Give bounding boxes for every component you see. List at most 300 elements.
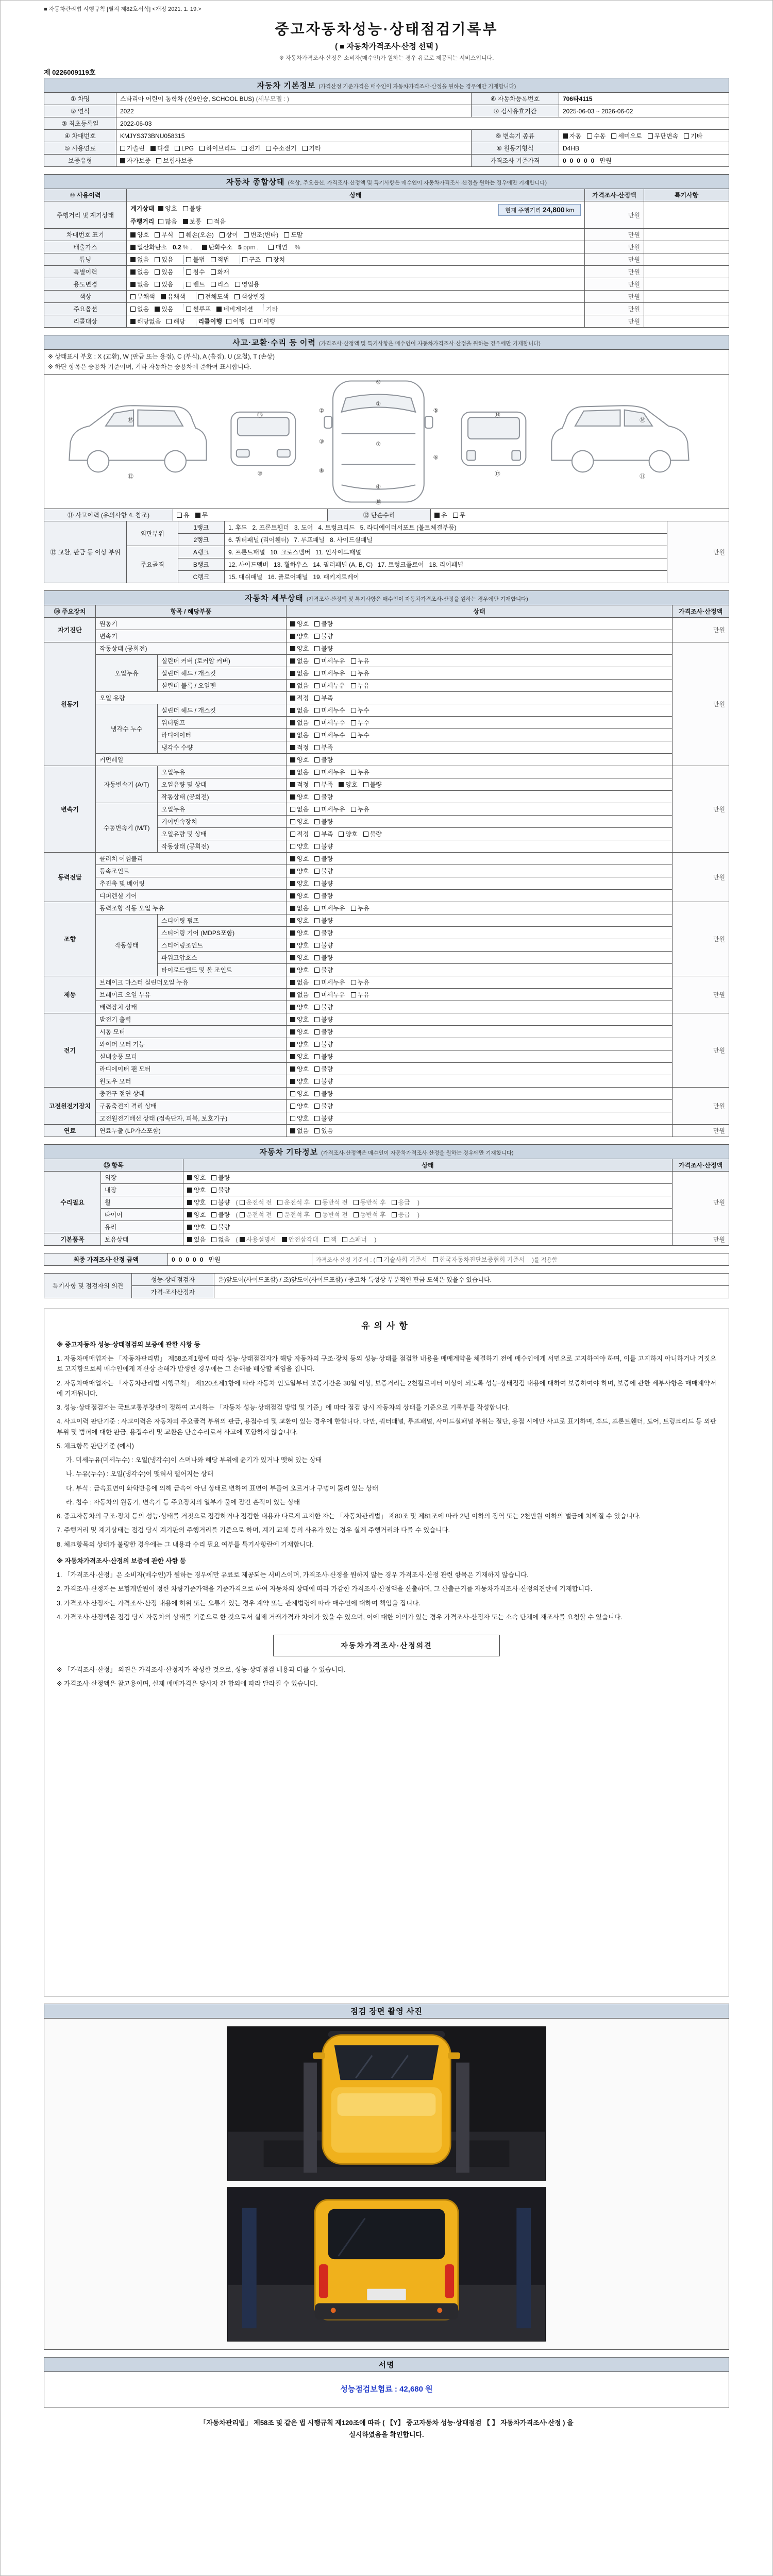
checkbox-option[interactable] bbox=[314, 619, 333, 628]
checkbox-unchecked-icon[interactable] bbox=[155, 282, 160, 287]
checkbox-unchecked-icon[interactable] bbox=[120, 146, 125, 151]
checkbox-option[interactable] bbox=[226, 317, 245, 326]
checkbox-option[interactable] bbox=[314, 632, 333, 640]
checkbox-option[interactable] bbox=[187, 1173, 206, 1182]
checkbox-unchecked-icon[interactable] bbox=[277, 1212, 282, 1217]
checkbox-checked-icon[interactable] bbox=[187, 1212, 192, 1217]
checkbox-option[interactable] bbox=[290, 731, 309, 739]
checkbox-option[interactable] bbox=[290, 1040, 309, 1048]
checkbox-option[interactable] bbox=[314, 928, 333, 937]
checkbox-checked-icon[interactable] bbox=[130, 319, 136, 324]
checkbox-option[interactable] bbox=[314, 1040, 333, 1048]
checkbox-option[interactable] bbox=[314, 656, 345, 665]
checkbox-unchecked-icon[interactable] bbox=[314, 794, 320, 800]
checkbox-option[interactable] bbox=[290, 990, 309, 999]
checkbox-unchecked-icon[interactable] bbox=[648, 133, 653, 139]
checkbox-unchecked-icon[interactable] bbox=[156, 158, 161, 163]
checkbox-checked-icon[interactable] bbox=[434, 513, 440, 518]
checkbox-option[interactable] bbox=[290, 644, 309, 653]
checkbox-option[interactable] bbox=[351, 904, 369, 912]
checkbox-option[interactable] bbox=[314, 780, 333, 789]
checkbox-unchecked-icon[interactable] bbox=[611, 133, 616, 139]
checkbox-unchecked-icon[interactable] bbox=[314, 757, 320, 762]
checkbox-unchecked-icon[interactable] bbox=[166, 319, 172, 324]
checkbox-unchecked-icon[interactable] bbox=[211, 282, 216, 287]
checkbox-unchecked-icon[interactable] bbox=[303, 146, 308, 151]
checkbox-option[interactable] bbox=[314, 1114, 333, 1123]
checkbox-checked-icon[interactable] bbox=[290, 856, 295, 861]
checkbox-option[interactable] bbox=[351, 768, 369, 776]
checkbox-unchecked-icon[interactable] bbox=[392, 1212, 397, 1217]
checkbox-option[interactable] bbox=[314, 978, 345, 987]
checkbox-option[interactable] bbox=[314, 879, 333, 888]
checkbox-checked-icon[interactable] bbox=[290, 1066, 295, 1072]
checkbox-option[interactable] bbox=[277, 1198, 310, 1207]
checkbox-checked-icon[interactable] bbox=[339, 782, 344, 787]
checkbox-checked-icon[interactable] bbox=[290, 1005, 295, 1010]
checkbox-unchecked-icon[interactable] bbox=[351, 683, 356, 688]
checkbox-option[interactable] bbox=[314, 1089, 333, 1098]
checkbox-option[interactable] bbox=[158, 217, 177, 226]
checkbox-unchecked-icon[interactable] bbox=[363, 832, 368, 837]
checkbox-option[interactable] bbox=[314, 891, 333, 900]
checkbox-option[interactable] bbox=[290, 941, 309, 950]
checkbox-option[interactable] bbox=[155, 267, 173, 276]
checkbox-option[interactable] bbox=[314, 743, 333, 752]
checkbox-option[interactable] bbox=[290, 879, 309, 888]
checkbox-option[interactable] bbox=[211, 1198, 230, 1207]
checkbox-option[interactable] bbox=[290, 1101, 309, 1110]
checkbox-unchecked-icon[interactable] bbox=[268, 245, 274, 250]
checkbox-unchecked-icon[interactable] bbox=[314, 943, 320, 948]
checkbox-option[interactable] bbox=[314, 1101, 333, 1110]
checkbox-option[interactable] bbox=[290, 619, 309, 628]
checkbox-unchecked-icon[interactable] bbox=[351, 807, 356, 812]
checkbox-option[interactable] bbox=[150, 144, 169, 152]
checkbox-unchecked-icon[interactable] bbox=[155, 257, 160, 262]
checkbox-unchecked-icon[interactable] bbox=[314, 770, 320, 775]
checkbox-option[interactable] bbox=[130, 292, 155, 301]
checkbox-unchecked-icon[interactable] bbox=[290, 832, 295, 837]
checkbox-option[interactable] bbox=[290, 718, 309, 727]
checkbox-unchecked-icon[interactable] bbox=[314, 646, 320, 651]
checkbox-option[interactable] bbox=[563, 131, 581, 140]
checkbox-option[interactable] bbox=[290, 867, 309, 875]
checkbox-unchecked-icon[interactable] bbox=[211, 269, 216, 275]
checkbox-option[interactable] bbox=[363, 829, 382, 838]
checkbox-unchecked-icon[interactable] bbox=[314, 1104, 320, 1109]
checkbox-unchecked-icon[interactable] bbox=[351, 720, 356, 725]
checkbox-option[interactable] bbox=[211, 1185, 230, 1194]
checkbox-unchecked-icon[interactable] bbox=[240, 1200, 245, 1205]
checkbox-unchecked-icon[interactable] bbox=[314, 696, 320, 701]
checkbox-unchecked-icon[interactable] bbox=[377, 1257, 382, 1262]
checkbox-option[interactable] bbox=[314, 1003, 333, 1011]
checkbox-checked-icon[interactable] bbox=[290, 708, 295, 713]
checkbox-checked-icon[interactable] bbox=[130, 245, 136, 250]
checkbox-option[interactable] bbox=[175, 145, 194, 152]
checkbox-unchecked-icon[interactable] bbox=[186, 307, 191, 312]
checkbox-unchecked-icon[interactable] bbox=[290, 844, 295, 849]
checkbox-checked-icon[interactable] bbox=[290, 968, 295, 973]
checkbox-checked-icon[interactable] bbox=[290, 757, 295, 762]
checkbox-option[interactable] bbox=[195, 511, 208, 519]
checkbox-option[interactable] bbox=[314, 792, 333, 801]
checkbox-checked-icon[interactable] bbox=[290, 621, 295, 626]
checkbox-option[interactable] bbox=[314, 644, 333, 653]
checkbox-option[interactable] bbox=[199, 144, 236, 152]
checkbox-unchecked-icon[interactable] bbox=[587, 133, 592, 139]
checkbox-unchecked-icon[interactable] bbox=[433, 1257, 438, 1262]
checkbox-unchecked-icon[interactable] bbox=[314, 1066, 320, 1072]
checkbox-checked-icon[interactable] bbox=[290, 658, 295, 664]
checkbox-unchecked-icon[interactable] bbox=[177, 513, 182, 518]
checkbox-option[interactable] bbox=[240, 1235, 276, 1244]
checkbox-option[interactable] bbox=[314, 829, 333, 838]
checkbox-option[interactable] bbox=[166, 317, 185, 326]
checkbox-option[interactable] bbox=[186, 267, 205, 276]
checkbox-unchecked-icon[interactable] bbox=[314, 869, 320, 874]
checkbox-option[interactable] bbox=[211, 1223, 230, 1231]
checkbox-checked-icon[interactable] bbox=[240, 1237, 245, 1242]
checkbox-checked-icon[interactable] bbox=[290, 720, 295, 725]
checkbox-unchecked-icon[interactable] bbox=[314, 1042, 320, 1047]
checkbox-unchecked-icon[interactable] bbox=[250, 319, 256, 324]
checkbox-option[interactable] bbox=[158, 204, 177, 213]
checkbox-checked-icon[interactable] bbox=[290, 881, 295, 886]
checkbox-option[interactable] bbox=[130, 267, 149, 276]
checkbox-checked-icon[interactable] bbox=[290, 671, 295, 676]
checkbox-option[interactable] bbox=[290, 1077, 309, 1086]
checkbox-option[interactable] bbox=[314, 669, 345, 677]
checkbox-option[interactable] bbox=[290, 1064, 309, 1073]
checkbox-unchecked-icon[interactable] bbox=[351, 708, 356, 713]
checkbox-option[interactable] bbox=[130, 255, 149, 264]
checkbox-checked-icon[interactable] bbox=[290, 1079, 295, 1084]
checkbox-option[interactable] bbox=[250, 317, 275, 326]
checkbox-checked-icon[interactable] bbox=[290, 992, 295, 997]
checkbox-unchecked-icon[interactable] bbox=[211, 257, 216, 262]
checkbox-option[interactable] bbox=[211, 1235, 230, 1244]
checkbox-unchecked-icon[interactable] bbox=[314, 1079, 320, 1084]
checkbox-option[interactable] bbox=[240, 1198, 272, 1207]
checkbox-option[interactable] bbox=[187, 1210, 206, 1219]
checkbox-option[interactable] bbox=[290, 656, 309, 665]
checkbox-unchecked-icon[interactable] bbox=[314, 955, 320, 960]
checkbox-option[interactable] bbox=[290, 632, 309, 640]
checkbox-checked-icon[interactable] bbox=[290, 980, 295, 985]
checkbox-checked-icon[interactable] bbox=[216, 307, 222, 312]
checkbox-option[interactable] bbox=[314, 854, 333, 863]
checkbox-option[interactable] bbox=[314, 718, 345, 727]
checkbox-option[interactable] bbox=[314, 941, 333, 950]
checkbox-unchecked-icon[interactable] bbox=[186, 282, 191, 287]
checkbox-unchecked-icon[interactable] bbox=[290, 807, 295, 812]
checkbox-option[interactable] bbox=[155, 230, 173, 239]
checkbox-option[interactable] bbox=[290, 842, 309, 851]
checkbox-unchecked-icon[interactable] bbox=[220, 232, 225, 238]
checkbox-option[interactable] bbox=[392, 1210, 410, 1219]
checkbox-option[interactable] bbox=[339, 780, 357, 789]
checkbox-checked-icon[interactable] bbox=[290, 745, 295, 750]
checkbox-unchecked-icon[interactable] bbox=[354, 1200, 359, 1205]
checkbox-unchecked-icon[interactable] bbox=[314, 621, 320, 626]
checkbox-unchecked-icon[interactable] bbox=[284, 232, 289, 238]
checkbox-unchecked-icon[interactable] bbox=[183, 206, 188, 211]
checkbox-option[interactable] bbox=[207, 217, 226, 226]
checkbox-unchecked-icon[interactable] bbox=[314, 683, 320, 688]
checkbox-unchecked-icon[interactable] bbox=[314, 658, 320, 664]
checkbox-unchecked-icon[interactable] bbox=[155, 232, 160, 238]
checkbox-unchecked-icon[interactable] bbox=[314, 881, 320, 886]
checkbox-unchecked-icon[interactable] bbox=[244, 232, 249, 238]
checkbox-unchecked-icon[interactable] bbox=[314, 1128, 320, 1133]
checkbox-checked-icon[interactable] bbox=[187, 1237, 192, 1242]
checkbox-unchecked-icon[interactable] bbox=[314, 745, 320, 750]
checkbox-unchecked-icon[interactable] bbox=[242, 257, 247, 262]
checkbox-unchecked-icon[interactable] bbox=[314, 992, 320, 997]
checkbox-option[interactable] bbox=[290, 1015, 309, 1024]
checkbox-unchecked-icon[interactable] bbox=[314, 1005, 320, 1010]
checkbox-unchecked-icon[interactable] bbox=[314, 1054, 320, 1059]
checkbox-checked-icon[interactable] bbox=[282, 1237, 287, 1242]
checkbox-unchecked-icon[interactable] bbox=[314, 832, 320, 837]
checkbox-unchecked-icon[interactable] bbox=[324, 1237, 329, 1242]
checkbox-checked-icon[interactable] bbox=[290, 634, 295, 639]
checkbox-option[interactable] bbox=[268, 243, 287, 251]
checkbox-unchecked-icon[interactable] bbox=[314, 634, 320, 639]
checkbox-checked-icon[interactable] bbox=[290, 1128, 295, 1133]
checkbox-option[interactable] bbox=[314, 1064, 333, 1073]
checkbox-option[interactable] bbox=[290, 805, 309, 814]
checkbox-unchecked-icon[interactable] bbox=[314, 980, 320, 985]
checkbox-checked-icon[interactable] bbox=[290, 794, 295, 800]
checkbox-option[interactable] bbox=[314, 1027, 333, 1036]
checkbox-option[interactable] bbox=[315, 1198, 348, 1207]
checkbox-unchecked-icon[interactable] bbox=[453, 513, 458, 518]
checkbox-checked-icon[interactable] bbox=[183, 219, 188, 224]
checkbox-option[interactable] bbox=[186, 304, 211, 313]
checkbox-option[interactable] bbox=[351, 681, 369, 690]
checkbox-option[interactable] bbox=[155, 280, 173, 289]
checkbox-option[interactable] bbox=[183, 204, 201, 213]
checkbox-unchecked-icon[interactable] bbox=[354, 1212, 359, 1217]
checkbox-option[interactable] bbox=[290, 792, 309, 801]
checkbox-option[interactable] bbox=[314, 731, 345, 739]
checkbox-option[interactable] bbox=[244, 230, 278, 239]
checkbox-option[interactable] bbox=[648, 131, 678, 140]
checkbox-option[interactable] bbox=[314, 904, 345, 912]
checkbox-option[interactable] bbox=[242, 144, 260, 152]
checkbox-unchecked-icon[interactable] bbox=[314, 671, 320, 676]
checkbox-checked-icon[interactable] bbox=[563, 133, 568, 139]
checkbox-checked-icon[interactable] bbox=[290, 646, 295, 651]
checkbox-option[interactable] bbox=[187, 1198, 206, 1207]
checkbox-checked-icon[interactable] bbox=[187, 1175, 192, 1180]
checkbox-option[interactable] bbox=[290, 780, 309, 789]
checkbox-option[interactable] bbox=[290, 817, 309, 826]
checkbox-option[interactable] bbox=[187, 1235, 206, 1244]
checkbox-option[interactable] bbox=[155, 255, 173, 264]
checkbox-unchecked-icon[interactable] bbox=[211, 1200, 216, 1205]
checkbox-unchecked-icon[interactable] bbox=[155, 269, 160, 275]
checkbox-option[interactable] bbox=[290, 768, 309, 776]
checkbox-unchecked-icon[interactable] bbox=[175, 146, 180, 151]
checkbox-option[interactable] bbox=[240, 1210, 272, 1219]
checkbox-unchecked-icon[interactable] bbox=[351, 671, 356, 676]
checkbox-option[interactable] bbox=[314, 1077, 333, 1086]
checkbox-option[interactable] bbox=[314, 681, 345, 690]
checkbox-option[interactable] bbox=[342, 1235, 367, 1244]
checkbox-checked-icon[interactable] bbox=[290, 1029, 295, 1035]
checkbox-option[interactable] bbox=[314, 1052, 333, 1061]
checkbox-option[interactable] bbox=[235, 280, 260, 289]
checkbox-checked-icon[interactable] bbox=[187, 1200, 192, 1205]
checkbox-option[interactable] bbox=[290, 693, 309, 702]
checkbox-checked-icon[interactable] bbox=[290, 683, 295, 688]
checkbox-unchecked-icon[interactable] bbox=[235, 282, 240, 287]
checkbox-option[interactable] bbox=[290, 669, 309, 677]
checkbox-checked-icon[interactable] bbox=[187, 1225, 192, 1230]
checkbox-unchecked-icon[interactable] bbox=[392, 1200, 397, 1205]
checkbox-option[interactable] bbox=[202, 243, 232, 251]
checkbox-checked-icon[interactable] bbox=[158, 206, 163, 211]
checkbox-checked-icon[interactable] bbox=[290, 1054, 295, 1059]
checkbox-option[interactable] bbox=[290, 706, 309, 715]
checkbox-unchecked-icon[interactable] bbox=[363, 782, 368, 787]
checkbox-option[interactable] bbox=[290, 1027, 309, 1036]
checkbox-option[interactable] bbox=[314, 755, 333, 764]
checkbox-option[interactable] bbox=[453, 511, 466, 519]
checkbox-unchecked-icon[interactable] bbox=[314, 968, 320, 973]
checkbox-option[interactable] bbox=[155, 304, 173, 313]
checkbox-option[interactable] bbox=[314, 768, 345, 776]
checkbox-option[interactable] bbox=[314, 990, 345, 999]
checkbox-unchecked-icon[interactable] bbox=[314, 906, 320, 911]
checkbox-unchecked-icon[interactable] bbox=[314, 1029, 320, 1035]
checkbox-option[interactable] bbox=[314, 1015, 333, 1024]
checkbox-option[interactable] bbox=[242, 255, 261, 264]
checkbox-option[interactable] bbox=[216, 304, 253, 313]
checkbox-option[interactable] bbox=[314, 916, 333, 925]
checkbox-checked-icon[interactable] bbox=[290, 906, 295, 911]
checkbox-unchecked-icon[interactable] bbox=[290, 1104, 295, 1109]
checkbox-unchecked-icon[interactable] bbox=[314, 1017, 320, 1022]
checkbox-option[interactable] bbox=[290, 965, 309, 974]
checkbox-unchecked-icon[interactable] bbox=[351, 992, 356, 997]
checkbox-unchecked-icon[interactable] bbox=[266, 257, 272, 262]
checkbox-option[interactable] bbox=[290, 891, 309, 900]
checkbox-option[interactable] bbox=[120, 144, 145, 152]
checkbox-unchecked-icon[interactable] bbox=[314, 720, 320, 725]
checkbox-option[interactable] bbox=[290, 743, 309, 752]
checkbox-unchecked-icon[interactable] bbox=[240, 1212, 245, 1217]
checkbox-unchecked-icon[interactable] bbox=[684, 133, 689, 139]
checkbox-option[interactable] bbox=[433, 1255, 525, 1264]
checkbox-unchecked-icon[interactable] bbox=[314, 708, 320, 713]
checkbox-option[interactable] bbox=[303, 144, 321, 152]
checkbox-option[interactable] bbox=[314, 842, 333, 851]
checkbox-option[interactable] bbox=[351, 718, 369, 727]
checkbox-unchecked-icon[interactable] bbox=[179, 232, 184, 238]
checkbox-unchecked-icon[interactable] bbox=[242, 146, 247, 151]
checkbox-checked-icon[interactable] bbox=[290, 770, 295, 775]
checkbox-checked-icon[interactable] bbox=[155, 307, 160, 312]
checkbox-option[interactable] bbox=[314, 1126, 333, 1135]
checkbox-unchecked-icon[interactable] bbox=[130, 294, 136, 299]
checkbox-option[interactable] bbox=[314, 693, 333, 702]
checkbox-option[interactable] bbox=[211, 255, 229, 264]
checkbox-option[interactable] bbox=[130, 243, 167, 251]
checkbox-option[interactable] bbox=[161, 292, 186, 301]
checkbox-option[interactable] bbox=[339, 829, 357, 838]
checkbox-unchecked-icon[interactable] bbox=[198, 294, 204, 299]
checkbox-option[interactable] bbox=[363, 780, 382, 789]
checkbox-option[interactable] bbox=[290, 1126, 309, 1135]
checkbox-option[interactable] bbox=[314, 817, 333, 826]
checkbox-unchecked-icon[interactable] bbox=[351, 906, 356, 911]
checkbox-unchecked-icon[interactable] bbox=[290, 1091, 295, 1096]
checkbox-option[interactable] bbox=[130, 230, 149, 239]
checkbox-option[interactable] bbox=[187, 1223, 206, 1231]
checkbox-option[interactable] bbox=[290, 953, 309, 962]
checkbox-option[interactable] bbox=[351, 990, 369, 999]
checkbox-option[interactable] bbox=[290, 928, 309, 937]
checkbox-unchecked-icon[interactable] bbox=[314, 856, 320, 861]
checkbox-option[interactable] bbox=[186, 280, 205, 289]
checkbox-option[interactable] bbox=[211, 280, 229, 289]
checkbox-option[interactable] bbox=[198, 292, 229, 301]
checkbox-option[interactable] bbox=[587, 131, 606, 140]
checkbox-option[interactable] bbox=[290, 829, 309, 838]
checkbox-unchecked-icon[interactable] bbox=[211, 1188, 216, 1193]
checkbox-option[interactable] bbox=[290, 1003, 309, 1011]
checkbox-option[interactable] bbox=[351, 669, 369, 677]
checkbox-option[interactable] bbox=[211, 1173, 230, 1182]
checkbox-option[interactable] bbox=[234, 292, 265, 301]
checkbox-unchecked-icon[interactable] bbox=[315, 1212, 321, 1217]
checkbox-option[interactable] bbox=[434, 511, 447, 519]
checkbox-option[interactable] bbox=[351, 805, 369, 814]
checkbox-option[interactable] bbox=[351, 706, 369, 715]
checkbox-option[interactable] bbox=[377, 1255, 427, 1264]
checkbox-option[interactable] bbox=[290, 1052, 309, 1061]
checkbox-option[interactable] bbox=[290, 978, 309, 987]
checkbox-unchecked-icon[interactable] bbox=[234, 294, 240, 299]
checkbox-option[interactable] bbox=[314, 965, 333, 974]
checkbox-option[interactable] bbox=[314, 706, 345, 715]
checkbox-unchecked-icon[interactable] bbox=[314, 733, 320, 738]
checkbox-unchecked-icon[interactable] bbox=[211, 1225, 216, 1230]
checkbox-option[interactable] bbox=[187, 1185, 206, 1194]
checkbox-option[interactable] bbox=[351, 731, 369, 739]
checkbox-unchecked-icon[interactable] bbox=[266, 146, 271, 151]
checkbox-checked-icon[interactable] bbox=[290, 918, 295, 923]
checkbox-option[interactable] bbox=[351, 656, 369, 665]
checkbox-unchecked-icon[interactable] bbox=[211, 1237, 216, 1242]
checkbox-checked-icon[interactable] bbox=[130, 282, 136, 287]
checkbox-option[interactable] bbox=[290, 1114, 309, 1123]
checkbox-unchecked-icon[interactable] bbox=[339, 832, 344, 837]
checkbox-checked-icon[interactable] bbox=[290, 782, 295, 787]
checkbox-option[interactable] bbox=[186, 255, 205, 264]
checkbox-option[interactable] bbox=[282, 1235, 318, 1244]
checkbox-checked-icon[interactable] bbox=[130, 269, 136, 275]
checkbox-checked-icon[interactable] bbox=[290, 696, 295, 701]
checkbox-option[interactable] bbox=[130, 317, 161, 326]
checkbox-checked-icon[interactable] bbox=[290, 893, 295, 899]
checkbox-checked-icon[interactable] bbox=[202, 245, 207, 250]
